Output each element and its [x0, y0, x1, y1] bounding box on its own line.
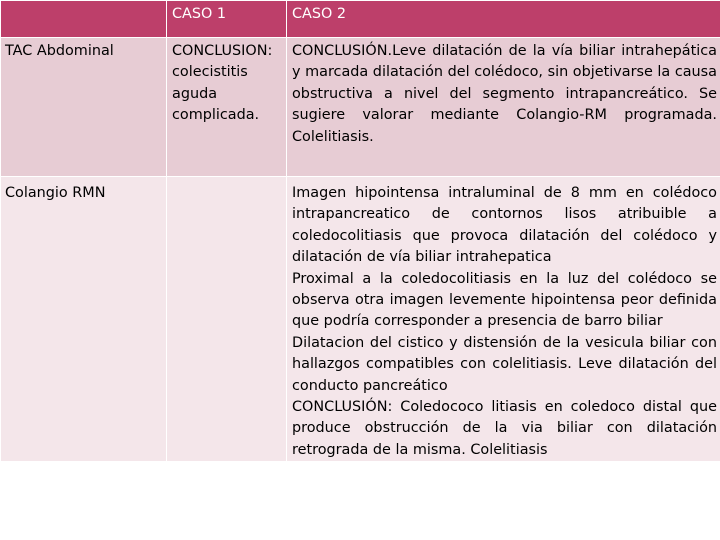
header-row	[1, 1, 720, 38]
colangio-caso-1-text	[167, 177, 287, 462]
table-row-colangio	[1, 177, 720, 462]
tac-caso-2-cell	[287, 38, 720, 177]
colangio-paragraph-1: Imagen hipointensa intraluminal de 8 mm en colédoco intrapancreatico de contornos lisos atribuible a coledocolitiasis que provoca dilatación del colédoco y dilatación de vía biliar intrahepatica	[292, 185, 717, 266]
row-label-tac: TAC Abdominal	[1, 38, 167, 177]
header-caso-1: CASO 1	[167, 1, 287, 38]
header-empty	[1, 1, 167, 38]
tac-caso-2-text: CONCLUSIÓN.Leve dilatación de la vía biliar intrahepática y marcada dilatación del colédoco, sin objetivarse la causa obstructiva a nivel del segmento intrapancreático. Se sugiere valorar mediante Colangio-RM programada. Colelitiasis.	[292, 43, 717, 145]
colangio-caso-2-cell	[287, 177, 720, 462]
table-row-tac	[1, 38, 720, 177]
colangio-paragraph-2: Proximal a la coledocolitiasis en la luz del colédoco se observa otra imagen levemente hipointensa peor definida que podría corresponder a presencia de barro biliar	[292, 270, 717, 330]
colangio-conclusion: CONCLUSIÓN: Coledococo litiasis en coledoco distal que produce obstrucción de la via biliar con dilatación retrograda de la misma. Colelitiasis	[292, 399, 717, 458]
tac-caso-1-text: CONCLUSION: colecistitis aguda complicada.	[167, 38, 287, 177]
row-label-colangio: Colangio RMN	[1, 177, 167, 462]
header-caso-2: CASO 2	[287, 1, 720, 38]
colangio-paragraph-3: Dilatacion del cistico y distensión de la vesicula biliar con hallazgos compatibles con colelitiasis. Leve dilatación del conducto pancreático	[292, 334, 717, 394]
